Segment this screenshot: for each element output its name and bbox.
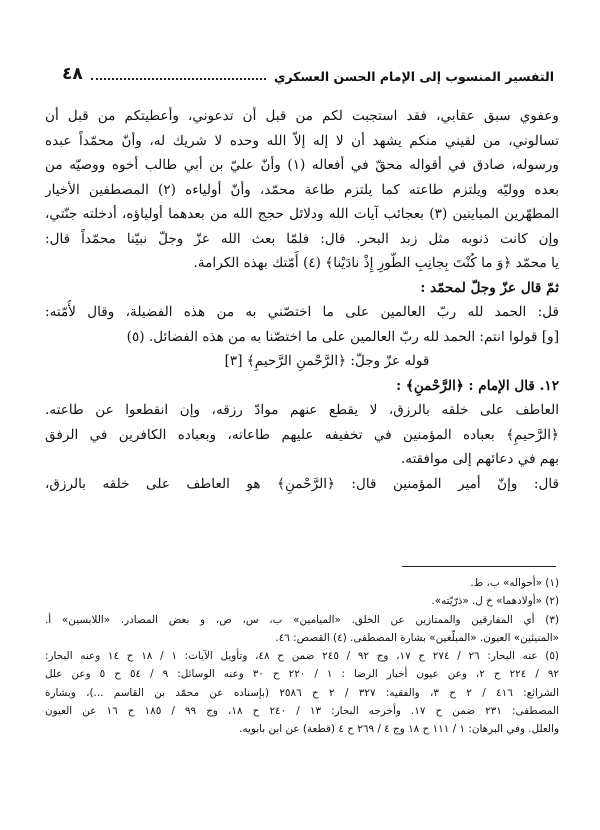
footnote-line: والعلل. وفي البرهان: ١ / ١١١ ح ١٨ وج ٤ / ٢٦٩ ح ٤ (قطعة) عن ابن بابويه.: [239, 723, 559, 736]
text-line: [و] قولوا انتم: الحمد لله ربّ العالمين على ما اختصّنا به من هذه الفضائل. (٥): [126, 328, 559, 345]
footnote-line: ٩٢ / ٢٢٤ ح ٢، وعن عيون أخبار الرضا : ١ / ٢٢٠ ح ٣٠ وعنه الوسائل: ٩ / ٥٤ ح ٥ وعن علل: [45, 668, 559, 681]
footnote-separator: [402, 566, 556, 567]
running-title: التفسير المنسوب إلى الإمام الحسن العسكري: [273, 69, 554, 84]
text-line: يا محمّد ﴿وَ ما كُنْتَ بِجانِبِ الطّورِ إِذْ نادَيْنا﴾ (٤) أُمّتك بهذه الكرامة.: [193, 255, 559, 271]
text-line: بعده ووليّه ويلتزم طاعته كما يلتزم طاعة محمّد، وأنّ أولياءه (٢) المصطفين الأخيار: [45, 181, 559, 198]
footnote-line: (٢) «أولادهما» خ ل. «ذرّيّته».: [431, 595, 559, 608]
verse-heading: قوله عزّ وجلّ: ﴿الرَّحْمنِ الرَّحيمِ﴾ [٣]: [224, 353, 430, 369]
footnote-line: (١) «أحواله» ب، ط.: [470, 577, 559, 589]
footnote-line: الشرائع: ٤١٦ / ٢ ح ٣، والفقيه: ٣٢٧ / ٢ ح ٢٥٨٦ (بإسناده عن محمّد بن القاسم ...)، وبشارة: [45, 686, 559, 699]
text-line: تسالوني، من لقيني منكم يشهد أن لا إله إلاّ الله وحده لا شريك له، وأنّ محمّداً عبده: [45, 132, 559, 149]
text-line: قال: وإنّ أمير المؤمنين قال: ﴿الرَّحْمنِ﴾ هو العاطف على خلقه بالرزق،: [45, 475, 559, 492]
text-line: ورسوله، صادق في أقواله محقّ في أفعاله (١) وأنّ عليّ بن أبي طالب أخوه ووصيّه من: [45, 157, 559, 173]
text-line: ﴿الرَّحيمِ﴾ بعباده المؤمنين في تخفيفه عليهم طاعاته، وبعباده الكافرين في الرفق: [45, 426, 559, 443]
text-line: العاطف على خلقه بالرزق، لا يقطع عنهم موادّ رزقه، وإن انقطعوا عن طاعته.: [45, 402, 559, 418]
footnote-line: (٣) أي المفارقين والممتازين عن الخلق. «الميامين» ب، س، ص، و بعض المصادر. «اللابسين» أ.: [45, 613, 559, 626]
text-line: ثمّ قال عزّ وجلّ لمحمّد :: [420, 279, 559, 296]
footnote-line: (٥) عنه البحار: ٢٦ / ٢٧٤ ح ١٧، وج ٩٢ / ٢٤٥ ضمن ح ٤٨، وتأويل الآيات: ١ / ١٨ ح ١٤ وعنه البحار:: [45, 650, 559, 663]
footnotes: [45, 574, 559, 739]
text-line: بهم في دعائهم إلى موافقته.: [400, 451, 559, 467]
text-line: وإن كانت ذنوبه مثل زبد البحر. قال: فلمّا بعث الله عزّ وجلّ نبيّنا محمّداً قال:: [45, 230, 559, 247]
text-line: قل: الحمد لله ربّ العالمين على ما اختصّني به من هذه الفضيلة، وقال لأُمّته:: [45, 304, 559, 320]
header-dotted-rule: [91, 78, 266, 80]
text-line: المطهّرين المباينين (٣) بعجائب آيات الله ودلائل حجج الله من بعدهما أولياؤه، أدخلته جنّتي،: [45, 206, 559, 222]
running-header: [62, 62, 554, 84]
main-text: [45, 104, 559, 496]
page-number: ٤٨: [62, 64, 83, 84]
text-line: وعفوي سبق عقابي، فقد استجبت لكم من قبل أن تدعوني، وأعطيتكم من قبل أن: [45, 108, 559, 124]
footnote-line: «المنيئين» العيون. «المبلّغين» بشارة المصطفى. (٤) القصص: ٤٦.: [275, 631, 559, 644]
footnote-line: المصطفى: ٢٣١ ضمن ح ١٧. وأخرجه البحار: ١٣ / ٢٤٠ ح ١٨، وج ٩٩ / ١٨٥ ح ١٦ عن العيون: [45, 705, 559, 718]
section-heading: ١٢. قال الإمام : ﴿الرَّحْمنِ﴾ :: [396, 377, 559, 394]
